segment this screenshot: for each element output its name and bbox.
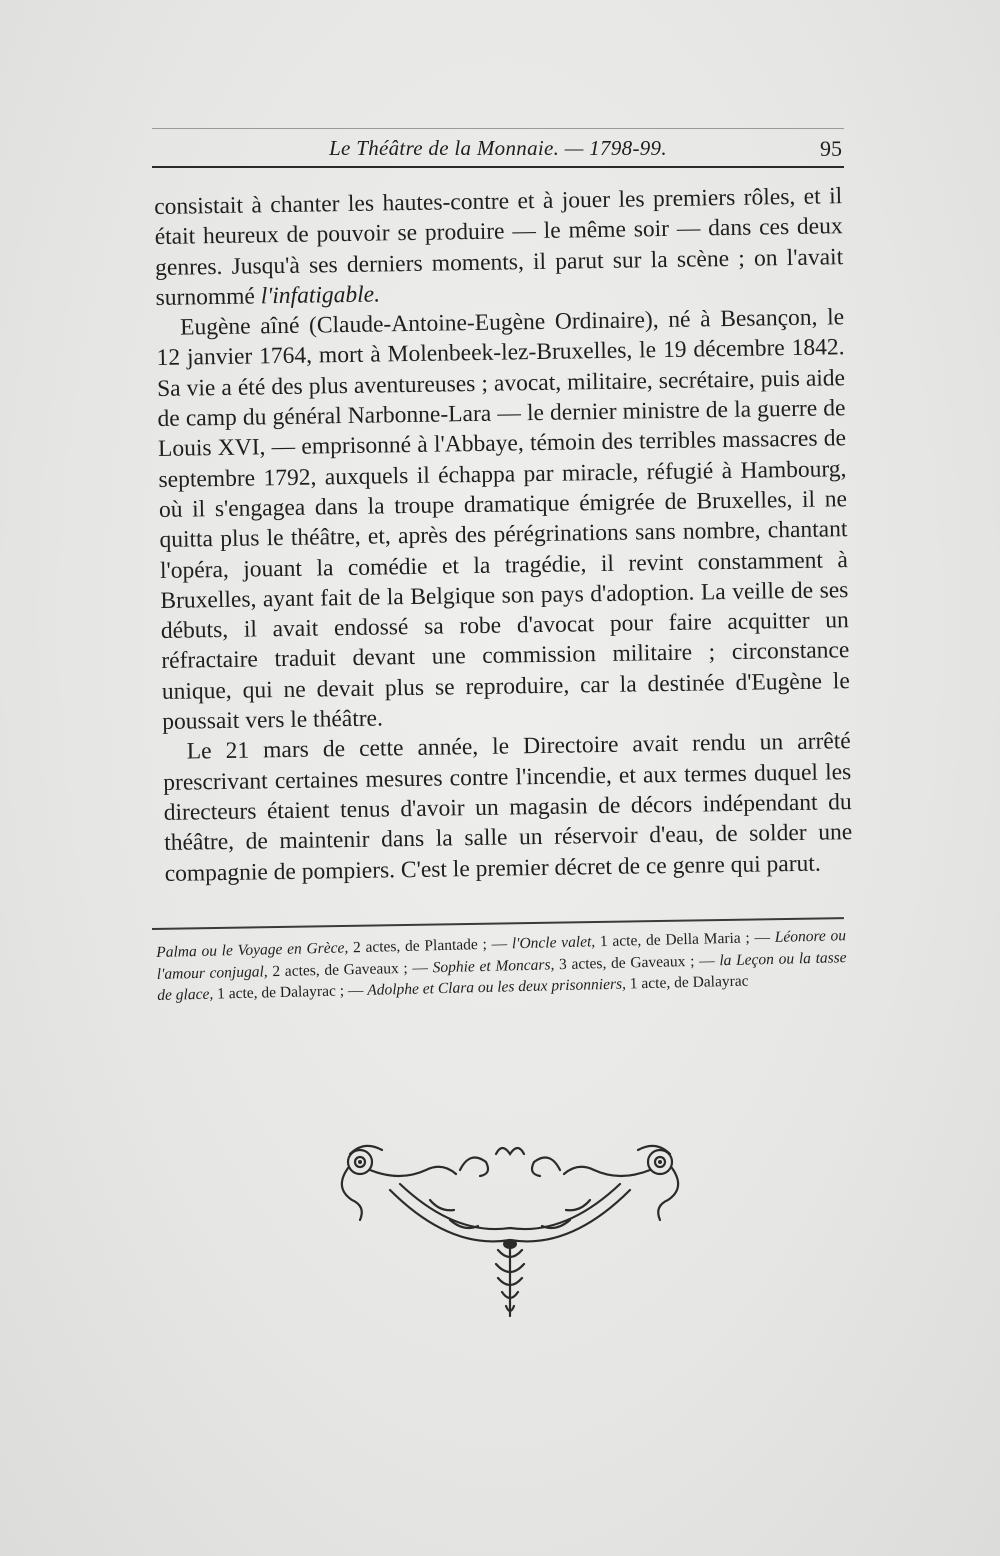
footnote-text	[156, 925, 847, 1006]
paragraph-1-emphasis: l'infatigable.	[260, 281, 381, 310]
footnote-credit-6: 1 acte, de Dalayrac	[625, 972, 749, 993]
page-number: 95	[820, 136, 842, 161]
footnote-title-2: l'Oncle valet,	[511, 933, 596, 953]
header-rule	[152, 166, 844, 168]
paragraph-3: Le 21 mars de cette année, le Directoire avait rendu un arrêté prescrivant certaines mesures contre l'incendie, et aux termes duquel les directeurs étaient tenus d'avoir un magasin de décors indépendant du théâtre, de maintenir dans la salle un réservoir d'eau, de solder une compagnie de pompiers. C'est le premier décret de ce genre qui parut.	[163, 728, 853, 887]
footnote-title-3: Léonore ou l'amour conjugal,	[156, 927, 847, 983]
footnote-title-4: Sophie et Moncars,	[432, 955, 555, 976]
paragraph-2: Eugène aîné (Claude-Antoine-Eugène Ordinaire), né à Besançon, le 12 janvier 1764, mort à Molenbeek-lez-Bruxelles, le 19 décembre 1842. Sa vie a été des plus aventureuses ; avocat, militaire, secrétaire, puis aide de camp du général Narbonne-Lara — le dernier ministre de la guerre de Louis XVI, — emprisonné à l'Abbaye, témoin des terribles massacres de septembre 1792, auxquels il échappa par miracle, réfugié à Hambourg, où il s'engagea dans la troupe dramatique émigrée de Bruxelles, il ne quitta plus le théâtre, et, après des pérégrinations sans nombre, chantant l'opéra, jouant la comédie et la tragédie, il revint constamment à Bruxelles, ayant fait de la Belgique son pays d'adoption. La veille de ses débuts, il avait endossé sa robe d'avocat pour faire acquitter un réfractaire traduit devant une commission militaire ; circonstance unique, qui ne devait plus se reproduire, car la destinée d'Eugène le poussait vers le théâtre.	[156, 304, 850, 735]
footnote-credit-3: 2 actes, de Gaveaux ; —	[267, 958, 433, 980]
footnote	[156, 925, 847, 1006]
scrollwork-vignette-icon	[330, 1140, 690, 1330]
page-header	[152, 128, 844, 162]
paragraph-1-text: consistait à chanter les hautes-contre et à jouer les premiers rôles, et il était heureux de pouvoir se produire — le même soir — dans ces deux genres. Jusqu'à ses derniers moments, il parut sur la scène ; on l'avait surnommé	[154, 183, 844, 311]
footnote-title-6: Adolphe et Clara ou les deux prisonniers,	[367, 975, 627, 999]
paragraph-1	[154, 181, 844, 313]
footnote-credit-5: 1 acte, de Dalayrac ; —	[213, 981, 368, 1003]
footnote-title-1: Palma ou le Voyage en Grèce,	[156, 939, 349, 961]
footnote-credit-2: 1 acte, de Della Maria ; —	[594, 928, 775, 951]
running-title: Le Théâtre de la Monnaie. — 1798-99.	[329, 136, 667, 160]
main-text	[154, 181, 853, 889]
footnote-credit-4: 3 actes, de Gaveaux ; —	[554, 951, 720, 973]
footnote-title-5: la Leçon ou la tasse de glace,	[157, 948, 847, 1004]
footnote-credit-1: 2 actes, de Plantade ; —	[348, 935, 513, 957]
